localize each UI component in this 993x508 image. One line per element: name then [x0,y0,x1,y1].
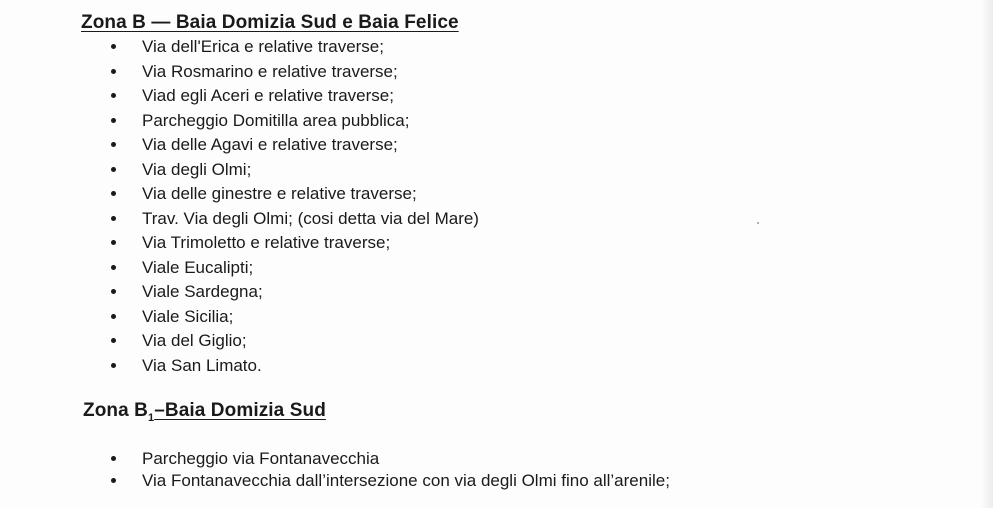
list-item-text: Viale Sardegna; [142,282,263,301]
bullet-icon [111,456,116,461]
bullet-icon [111,216,116,221]
list-item-text: Parcheggio Domitilla area pubblica; [142,110,410,130]
list-item-text: Via Trimoletto e relative traverse; [142,233,391,252]
list-item-text: Via dell'Erica e relative traverse; [142,37,384,56]
zone-b1-subscript: 1 [148,411,155,424]
list-item-text: Viad egli Aceri e relative traverse; [142,86,394,105]
bullet-icon [111,44,116,49]
zone-b1-title: –Baia Domizia Sud [154,400,326,421]
list-item-text: Via Fontanavecchia dall’intersezione con via degli Olmi fino all’arenile; [142,471,670,490]
bullet-icon [111,363,116,368]
bullet-icon [111,167,116,172]
bullet-icon [111,338,116,343]
zone-b1-label: Zona B [83,400,148,421]
bullet-icon [111,478,116,483]
list-item-text: Via Rosmarino e relative traverse; [142,61,398,81]
zone-b-heading: Zona B — Baia Domizia Sud e Baia Felice [81,12,459,33]
list-item-text: Via del Giglio; [142,331,247,350]
list-item-text: Parcheggio via Fontanavecchia [142,449,380,468]
zone-b1-heading [83,400,326,424]
bullet-icon [111,265,116,270]
bullet-icon [111,191,116,196]
bullet-icon [111,118,116,123]
list-item-text: Trav. Via degli Olmi; (cosi detta via del Mare) [142,208,479,228]
list-item-text: Via San Limato. [142,355,262,375]
list-item-text: Via delle Agavi e relative traverse; [142,135,398,154]
bullet-icon [111,142,116,147]
list-item-text: Via delle ginestre e relative traverse; [142,184,417,203]
bullet-icon [111,314,116,319]
scan-edge-shadow [981,0,993,508]
bullet-icon [111,93,116,98]
scan-speck [757,222,759,224]
bullet-icon [111,69,116,74]
bullet-icon [111,289,116,294]
list-item-text: Viale Sicilia; [142,306,234,326]
bullet-icon [111,240,116,245]
list-item-text: Via degli Olmi; [142,159,252,179]
list-item-text: Viale Eucalipti; [142,257,254,277]
